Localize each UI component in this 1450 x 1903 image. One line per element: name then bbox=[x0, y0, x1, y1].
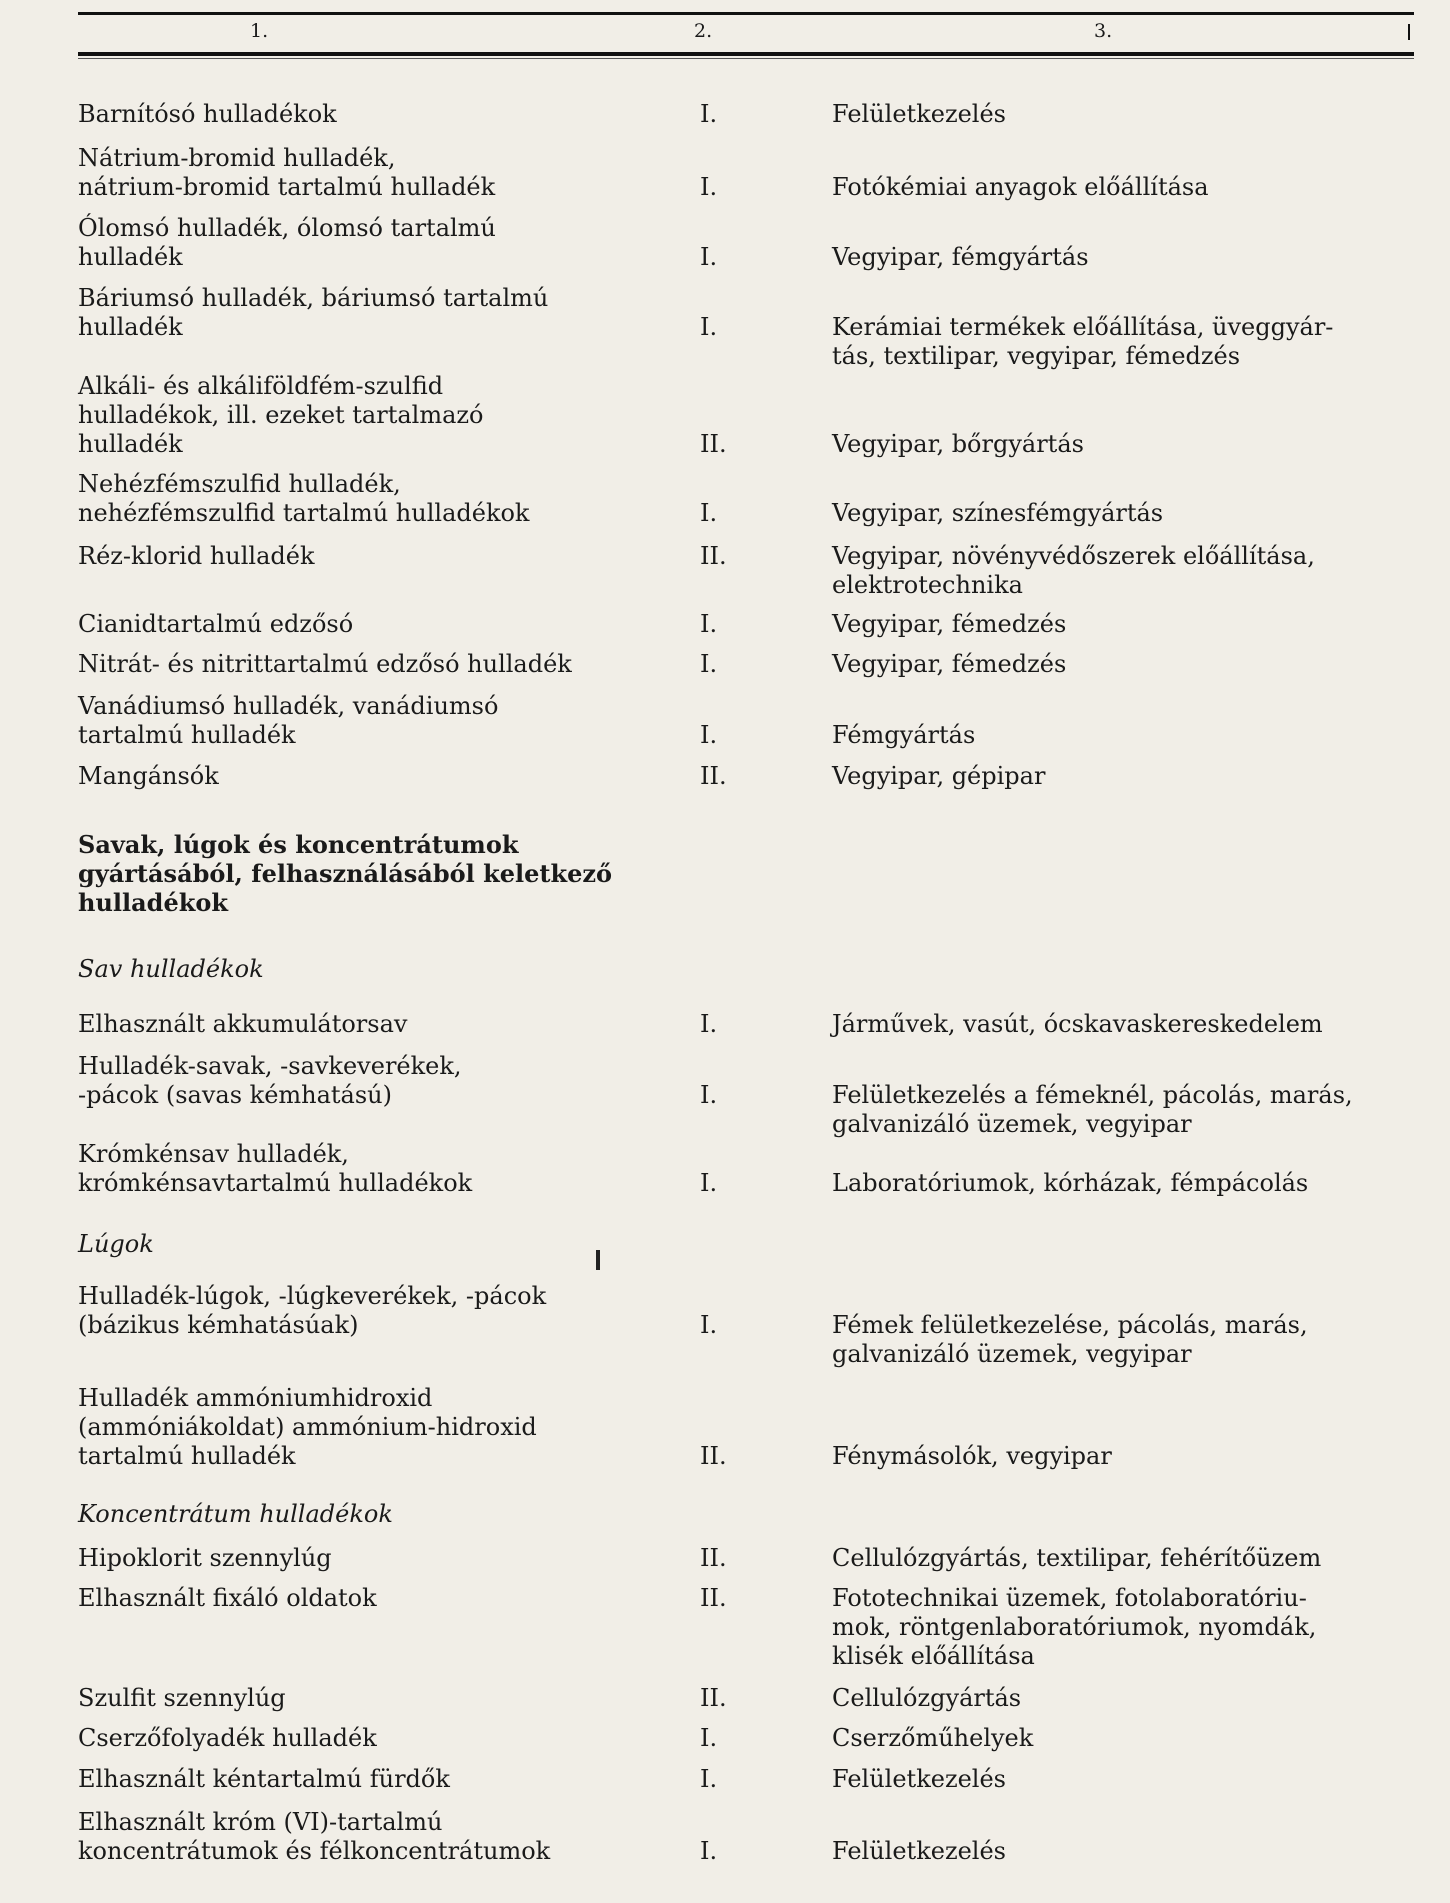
waste-type-cell bbox=[78, 1724, 638, 1753]
class-cell: I. bbox=[700, 610, 718, 638]
class-cell: I. bbox=[700, 499, 718, 527]
subsection-lugok-text bbox=[78, 1230, 638, 1259]
class-cell: I. bbox=[700, 650, 718, 678]
text-line: koncentrátumok és félkoncentrátumok bbox=[78, 1837, 551, 1865]
class-cell: I. bbox=[700, 1837, 718, 1865]
waste-type-cell bbox=[78, 1140, 638, 1198]
column-header-2: 2. bbox=[694, 20, 713, 42]
class-cell: I. bbox=[700, 1765, 718, 1793]
text-line: Fénymásolók, vegyipar bbox=[832, 1442, 1112, 1470]
source-cell bbox=[832, 1765, 1392, 1794]
source-cell bbox=[832, 313, 1392, 371]
class-cell: II. bbox=[700, 1544, 727, 1572]
waste-type-cell bbox=[78, 1765, 638, 1794]
text-line: Vanádiumsó hulladék, vanádiumsó bbox=[78, 692, 499, 720]
text-line: tartalmú hulladék bbox=[78, 1442, 296, 1470]
table-header-thin-rule bbox=[78, 58, 1414, 59]
table-header-rule bbox=[78, 52, 1414, 56]
text-line: Savak, lúgok és koncentrátumok bbox=[78, 830, 519, 859]
source-cell bbox=[832, 1442, 1392, 1471]
text-line: Fémek felületkezelése, pácolás, marás, bbox=[832, 1311, 1308, 1339]
text-line: Felületkezelés a fémeknél, pácolás, marás, bbox=[832, 1081, 1353, 1109]
text-line: Hulladék-savak, -savkeverékek, bbox=[78, 1052, 462, 1080]
text-line: Cellulózgyártás bbox=[832, 1684, 1022, 1712]
text-line: -pácok (savas kémhatású) bbox=[78, 1081, 393, 1109]
source-cell bbox=[832, 721, 1392, 750]
text-line: Cianidtartalmú edzősó bbox=[78, 610, 354, 638]
waste-type-cell bbox=[78, 1052, 638, 1110]
text-line: Réz-klorid hulladék bbox=[78, 542, 315, 570]
header-edge-mark bbox=[1408, 24, 1410, 40]
text-line: Báriumsó hulladék, báriumsó tartalmú bbox=[78, 284, 549, 312]
text-line: galvanizáló üzemek, vegyipar bbox=[832, 1110, 1192, 1138]
class-cell: I. bbox=[700, 100, 718, 128]
text-line: Vegyipar, színesfémgyártás bbox=[832, 499, 1164, 527]
text-line: Ólomsó hulladék, ólomsó tartalmú bbox=[78, 214, 496, 242]
class-cell: II. bbox=[700, 1442, 727, 1470]
text-line: Hulladék ammóniumhidroxid bbox=[78, 1384, 433, 1412]
text-line: Vegyipar, gépipar bbox=[832, 762, 1046, 790]
text-line: Hipoklorit szennylúg bbox=[78, 1544, 332, 1572]
text-line: Koncentrátum hulladékok bbox=[78, 1500, 393, 1528]
text-line: Fotókémiai anyagok előállítása bbox=[832, 173, 1209, 201]
text-line: Sav hulladékok bbox=[78, 955, 264, 983]
source-cell bbox=[832, 610, 1392, 639]
text-line: Kerámiai termékek előállítása, üveggyár- bbox=[832, 313, 1334, 341]
source-cell bbox=[832, 1010, 1392, 1039]
text-line: Elhasznált króm (VI)-tartalmú bbox=[78, 1808, 443, 1836]
source-cell bbox=[832, 499, 1392, 528]
text-line: Laboratóriumok, kórházak, fémpácolás bbox=[832, 1169, 1309, 1197]
text-line: (bázikus kémhatásúak) bbox=[78, 1311, 359, 1339]
text-line: Felületkezelés bbox=[832, 1765, 1006, 1793]
section-heading-text bbox=[78, 830, 638, 917]
text-line: krómkénsavtartalmú hulladékok bbox=[78, 1169, 473, 1197]
class-cell: I. bbox=[700, 243, 718, 271]
waste-type-cell bbox=[78, 1010, 638, 1039]
text-line: Vegyipar, növényvédőszerek előállítása, bbox=[832, 542, 1315, 570]
source-cell bbox=[832, 1311, 1392, 1369]
table-top-rule bbox=[78, 12, 1414, 15]
class-cell: II. bbox=[700, 430, 727, 458]
text-line: elektrotechnika bbox=[832, 571, 1023, 599]
column-header-3: 3. bbox=[1094, 20, 1113, 42]
subsection-koncentratum-text bbox=[78, 1500, 638, 1529]
source-cell bbox=[832, 100, 1392, 129]
source-cell bbox=[832, 1544, 1392, 1573]
text-line: Lúgok bbox=[78, 1230, 154, 1258]
text-line: Fémgyártás bbox=[832, 721, 976, 749]
text-line: Vegyipar, bőrgyártás bbox=[832, 430, 1084, 458]
text-line: Krómkénsav hulladék, bbox=[78, 1140, 349, 1168]
text-line: Felületkezelés bbox=[832, 1837, 1006, 1865]
text-line: Alkáli- és alkáliföldfém-szulfid bbox=[78, 372, 444, 400]
text-line: Vegyipar, fémgyártás bbox=[832, 243, 1089, 271]
source-cell bbox=[832, 542, 1392, 600]
class-cell: I. bbox=[700, 1311, 718, 1339]
text-line: Hulladék-lúgok, -lúgkeverékek, -pácok bbox=[78, 1282, 547, 1310]
waste-type-cell bbox=[78, 1584, 638, 1613]
text-line: tás, textilipar, vegyipar, fémedzés bbox=[832, 342, 1241, 370]
source-cell bbox=[832, 1081, 1392, 1139]
text-line: Vegyipar, fémedzés bbox=[832, 650, 1067, 678]
source-cell bbox=[832, 762, 1392, 791]
class-cell: I. bbox=[700, 721, 718, 749]
text-line: Nátrium-bromid hulladék, bbox=[78, 144, 396, 172]
class-cell: I. bbox=[700, 1010, 718, 1038]
text-line: Mangánsók bbox=[78, 762, 219, 790]
text-line: tartalmú hulladék bbox=[78, 721, 296, 749]
waste-type-cell bbox=[78, 1282, 638, 1340]
waste-type-cell bbox=[78, 372, 638, 459]
text-line: Elhasznált kéntartalmú fürdők bbox=[78, 1765, 450, 1793]
text-line: Felületkezelés bbox=[832, 100, 1006, 128]
source-cell bbox=[832, 1724, 1392, 1753]
text-line: gyártásából, felhasználásából keletkező bbox=[78, 859, 612, 888]
class-cell: I. bbox=[700, 1169, 718, 1197]
waste-type-cell bbox=[78, 692, 638, 750]
subsection-sav-text bbox=[78, 955, 638, 984]
text-line: Járművek, vasút, ócskavaskereskedelem bbox=[832, 1010, 1323, 1038]
class-cell: II. bbox=[700, 1684, 727, 1712]
column-header-1: 1. bbox=[250, 20, 269, 42]
print-mark bbox=[596, 1250, 600, 1270]
text-line: klisék előállítása bbox=[832, 1642, 1035, 1670]
waste-type-cell bbox=[78, 144, 638, 202]
waste-type-cell bbox=[78, 650, 638, 679]
text-line: Nitrát- és nitrittartalmú edzősó hulladék bbox=[78, 650, 572, 678]
source-cell bbox=[832, 1837, 1392, 1866]
class-cell: I. bbox=[700, 1081, 718, 1109]
waste-type-cell bbox=[78, 284, 638, 342]
text-line: galvanizáló üzemek, vegyipar bbox=[832, 1340, 1192, 1368]
source-cell bbox=[832, 1584, 1392, 1671]
waste-type-cell bbox=[78, 100, 638, 129]
waste-type-cell bbox=[78, 610, 638, 639]
text-line: Cellulózgyártás, textilipar, fehérítőüzem bbox=[832, 1544, 1322, 1572]
text-line: Vegyipar, fémedzés bbox=[832, 610, 1067, 638]
source-cell bbox=[832, 173, 1392, 202]
text-line: hulladékok bbox=[78, 888, 228, 917]
source-cell bbox=[832, 430, 1392, 459]
text-line: Nehézfémszulfid hulladék, bbox=[78, 470, 401, 498]
source-cell bbox=[832, 650, 1392, 679]
source-cell bbox=[832, 1684, 1392, 1713]
text-line: Cserzőfolyadék hulladék bbox=[78, 1724, 377, 1752]
class-cell: I. bbox=[700, 173, 718, 201]
waste-type-cell bbox=[78, 1384, 638, 1471]
waste-type-cell bbox=[78, 1544, 638, 1573]
waste-type-cell bbox=[78, 762, 638, 791]
text-line: Cserzőműhelyek bbox=[832, 1724, 1034, 1752]
source-cell bbox=[832, 243, 1392, 272]
text-line: hulladékok, ill. ezeket tartalmazó bbox=[78, 401, 484, 429]
text-line: (ammóniákoldat) ammónium-hidroxid bbox=[78, 1413, 537, 1441]
waste-type-cell bbox=[78, 542, 638, 571]
text-line: Elhasznált akkumulátorsav bbox=[78, 1010, 408, 1038]
class-cell: I. bbox=[700, 313, 718, 341]
class-cell: I. bbox=[700, 1724, 718, 1752]
waste-type-cell bbox=[78, 1684, 638, 1713]
text-line: hulladék bbox=[78, 430, 183, 458]
source-cell bbox=[832, 1169, 1392, 1198]
text-line: Szulfit szennylúg bbox=[78, 1684, 286, 1712]
text-line: nehézfémszulfid tartalmú hulladékok bbox=[78, 499, 530, 527]
text-line: hulladék bbox=[78, 313, 183, 341]
text-line: hulladék bbox=[78, 243, 183, 271]
text-line: Elhasznált fixáló oldatok bbox=[78, 1584, 377, 1612]
text-line: Barnítósó hulladékok bbox=[78, 100, 337, 128]
text-line: Fototechnikai üzemek, fotolaboratóriu- bbox=[832, 1584, 1307, 1612]
waste-type-cell bbox=[78, 214, 638, 272]
waste-type-cell bbox=[78, 470, 638, 528]
class-cell: II. bbox=[700, 542, 727, 570]
class-cell: II. bbox=[700, 1584, 727, 1612]
text-line: mok, röntgenlaboratóriumok, nyomdák, bbox=[832, 1613, 1317, 1641]
class-cell: II. bbox=[700, 762, 727, 790]
text-line: nátrium-bromid tartalmú hulladék bbox=[78, 173, 496, 201]
waste-type-cell bbox=[78, 1808, 638, 1866]
